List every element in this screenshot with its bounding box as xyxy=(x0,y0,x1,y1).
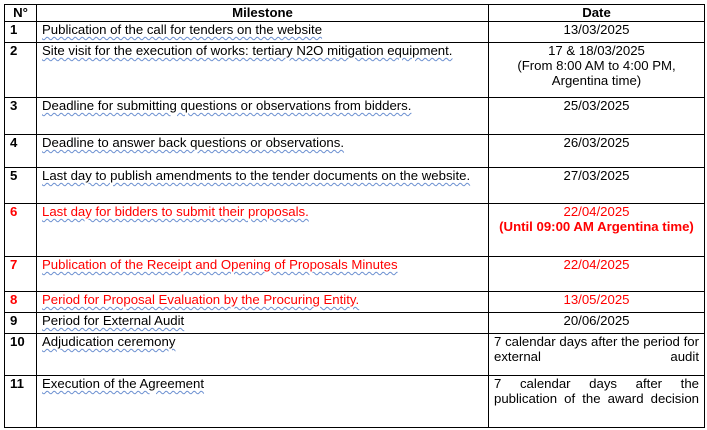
header-num: N° xyxy=(5,5,37,22)
milestone-text: Publication of the Receipt and Opening of Proposals Minutes xyxy=(42,257,398,272)
table-row-highlighted xyxy=(5,204,705,257)
milestone-date-note: (From 8:00 AM to 4:00 PM, Argentina time) xyxy=(517,58,676,88)
table-row-highlighted xyxy=(5,257,705,292)
header-milestone: Milestone xyxy=(37,5,489,22)
milestone-text: Last day to publish amendments to the tender documents on the website. xyxy=(42,168,471,183)
milestone-date: 22/04/2025 xyxy=(489,257,705,292)
milestone-text: Execution of the Agreement xyxy=(42,376,205,391)
milestone-date: 7 calendar days after the publication of the award decision xyxy=(489,376,705,428)
table-row xyxy=(5,135,705,168)
row-number: 11 xyxy=(5,376,37,428)
milestone-date-note: (Until 09:00 AM Argentina time) xyxy=(499,219,694,234)
milestone-text: Last day for bidders to submit their proposals. xyxy=(42,204,309,219)
table-row xyxy=(5,43,705,98)
row-number: 3 xyxy=(5,98,37,135)
table-row xyxy=(5,168,705,204)
table-row xyxy=(5,22,705,43)
milestone-date: 20/06/2025 xyxy=(489,313,705,334)
row-number: 9 xyxy=(5,313,37,334)
row-number: 5 xyxy=(5,168,37,204)
milestone-text: Period for External Audit xyxy=(42,313,185,328)
milestone-date: 25/03/2025 xyxy=(489,98,705,135)
row-number: 1 xyxy=(5,22,37,43)
milestone-date: 13/03/2025 xyxy=(489,22,705,43)
milestone-date: 27/03/2025 xyxy=(489,168,705,204)
table-row-highlighted xyxy=(5,292,705,313)
table-row xyxy=(5,334,705,376)
row-number: 2 xyxy=(5,43,37,98)
row-number: 6 xyxy=(5,204,37,257)
milestone-date: 22/04/2025 xyxy=(563,204,630,219)
row-number: 4 xyxy=(5,135,37,168)
milestone-text: Deadline for submitting questions or observations from bidders. xyxy=(42,98,412,113)
table-row xyxy=(5,376,705,428)
table-row xyxy=(5,98,705,135)
milestone-text: Adjudication ceremony xyxy=(42,334,176,349)
milestone-text: Period for Proposal Evaluation by the Procuring Entity. xyxy=(42,292,360,307)
row-number: 7 xyxy=(5,257,37,292)
milestone-text: Publication of the call for tenders on the website xyxy=(42,22,323,37)
milestones-table xyxy=(4,4,705,428)
table-row xyxy=(5,313,705,334)
milestone-date: 17 & 18/03/2025 xyxy=(548,43,645,58)
milestone-text: Deadline to answer back questions or observations. xyxy=(42,135,345,150)
header-date: Date xyxy=(489,5,705,22)
milestone-date: 13/05/2025 xyxy=(489,292,705,313)
row-number: 10 xyxy=(5,334,37,376)
milestone-date: 7 calendar days after the period for external audit xyxy=(489,334,705,376)
row-number: 8 xyxy=(5,292,37,313)
milestone-text: Site visit for the execution of works: tertiary N2O mitigation equipment. xyxy=(42,43,453,58)
header-row xyxy=(5,5,705,22)
milestone-date: 26/03/2025 xyxy=(489,135,705,168)
